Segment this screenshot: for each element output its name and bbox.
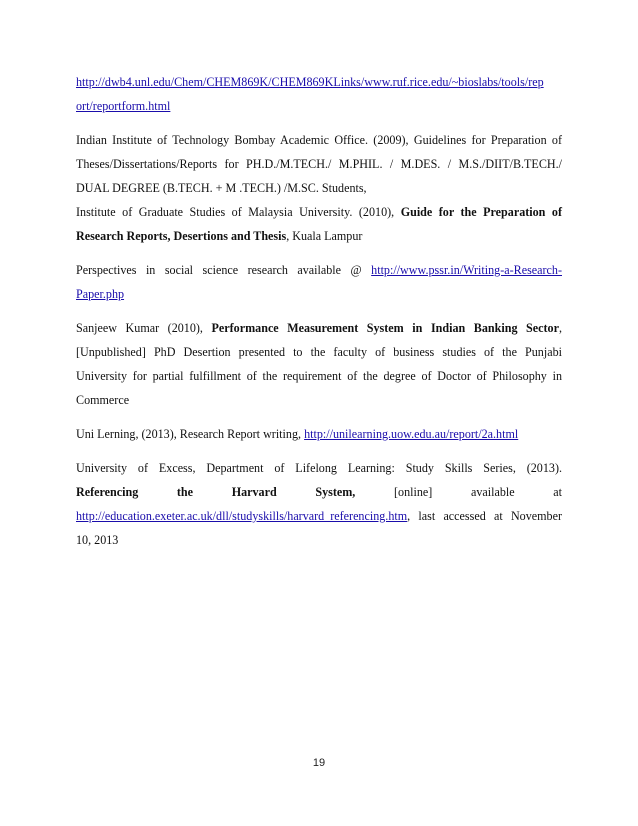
reference-text: , (558, 321, 562, 335)
reference-link-pssr-continued[interactable]: Paper.php (76, 287, 125, 301)
reference-spread-line (76, 480, 562, 504)
reference-text: Institute of Graduate Studies of Malaysia University. (2010), (76, 205, 395, 219)
page-number: 19 (312, 757, 326, 769)
reference-author: Sanjeew Kumar (2010), (76, 321, 203, 335)
reference-link-pssr[interactable]: http://www.pssr.in/Writing-a-Research- (371, 263, 562, 277)
reference-title: Research Reports, Desertions and Thesis (76, 229, 287, 243)
reference-text: DUAL DEGREE (B.TECH. + M .TECH.) /M.SC. Students, (76, 181, 367, 195)
reference-title: Guide for the Preparation of (400, 205, 562, 219)
reference-text: , Kuala Lampur (286, 229, 363, 243)
reference-text: 10, 2013 (76, 533, 119, 547)
reference-text: University of Excess, Department of Lifelong Learning: Study Skills Series, (2013). (76, 461, 562, 475)
reference-item-6 (76, 422, 562, 446)
reference-text: University for partial fulfillment of the requirement of the degree of Doctor of Philosophy in (76, 369, 562, 383)
reference-text: Commerce (76, 393, 130, 407)
reference-item-3 (76, 200, 562, 248)
reference-text: , last accessed at November (407, 509, 562, 523)
reference-text: Perspectives in social science research available @ (76, 263, 362, 277)
reference-list (76, 70, 562, 562)
reference-text: Uni Lerning, (2013), Research Report writing, (76, 427, 302, 441)
reference-link-exeter[interactable]: http://education.exeter.ac.uk/dll/studyskills/harvard_referencing.htm (76, 509, 408, 523)
reference-link-rice-edu[interactable] (76, 70, 562, 118)
reference-link-text: ort/reportform.html (76, 99, 171, 113)
reference-link-unilearning[interactable]: http://unilearning.uow.edu.au/report/2a.html (304, 427, 519, 441)
reference-link-text: http://dwb4.unl.edu/Chem/CHEM869K/CHEM869KLinks/www.ruf.rice.edu/~bioslabs/tools/rep (76, 75, 544, 89)
reference-item-5 (76, 316, 562, 412)
reference-item-4 (76, 258, 562, 306)
reference-text: [online] (394, 485, 433, 499)
reference-item-1 (76, 70, 562, 118)
reference-title-word: the (176, 485, 194, 499)
reference-text: Theses/Dissertations/Reports for PH.D./M.TECH./ M.PHIL. / M.DES. / M.S./DIIT/B.TECH./ (76, 157, 562, 171)
reference-text: Indian Institute of Technology Bombay Academic Office. (2009), Guidelines for Preparation of (76, 133, 562, 147)
reference-title-word: Referencing (76, 485, 139, 499)
reference-title: Performance Measurement System in Indian Banking Sector (211, 321, 559, 335)
reference-title-word: Harvard (231, 485, 277, 499)
reference-title-word: System, (315, 485, 356, 499)
reference-item-2 (76, 128, 562, 200)
reference-text: available (470, 485, 515, 499)
reference-item-7 (76, 456, 562, 552)
reference-text: at (553, 485, 562, 499)
reference-text: [Unpublished] PhD Desertion presented to the faculty of business studies of the Punjabi (76, 345, 562, 359)
